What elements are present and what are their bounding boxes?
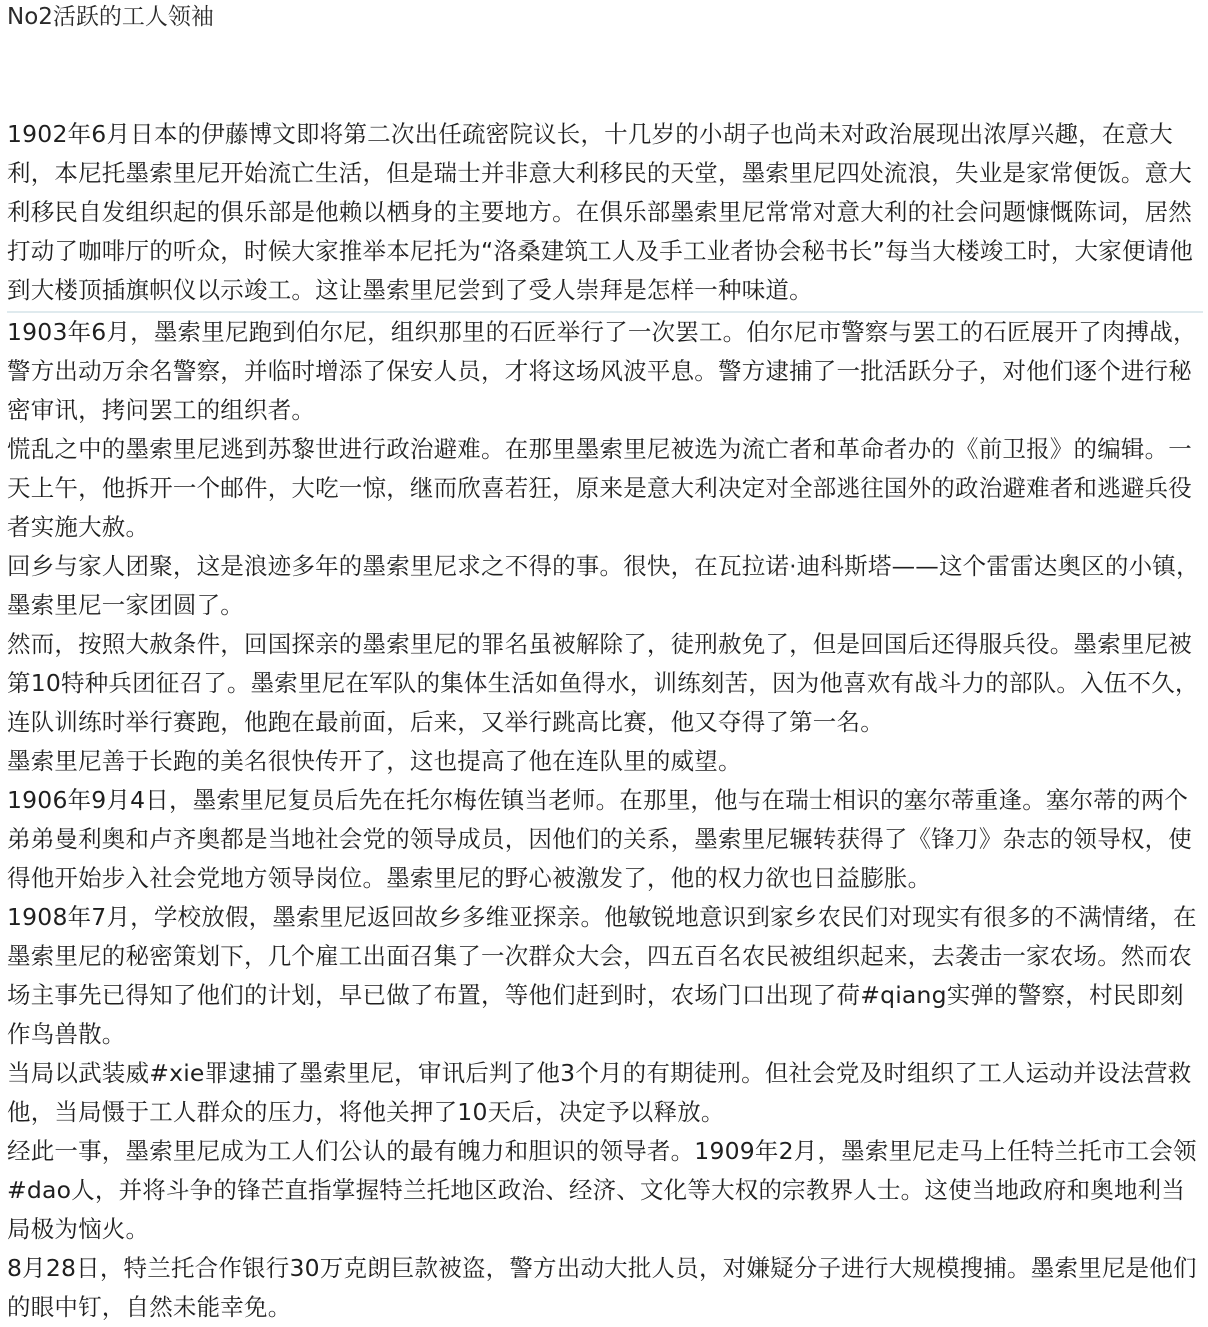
paragraph-11: 8月28日，特兰托合作银行30万克朗巨款被盗，警方出动大批人员，对嫌疑分子进行大规模搜捕。墨索里尼是他们的眼中钉，自然未能幸免。 xyxy=(7,1254,1197,1321)
paragraph-4: 回乡与家人团聚，这是浪迹多年的墨索里尼求之不得的事。很快，在瓦拉诺·迪科斯塔——这个雷雷达奥区的小镇，墨索里尼一家团圆了。 xyxy=(7,552,1200,619)
article-body xyxy=(7,115,1203,1327)
paragraph-8: 1908年7月，学校放假，墨索里尼返回故乡多维亚探亲。他敏锐地意识到家乡农民们对现实有很多的不满情绪，在墨索里尼的秘密策划下，几个雇工出面召集了一次群众大会，四五百名农民被组织起来，去袭击一家农场。然而农场主事先已得知了他们的计划，早已做了布置，等他们赶到时，农场门口出现了荷#qiang实弹的警察，村民即刻作鸟兽散。 xyxy=(7,903,1197,1048)
paragraph-1: 1902年6月日本的伊藤博文即将第二次出任疏密院议长，十几岁的小胡子也尚未对政治展现出浓厚兴趣，在意大利，本尼托墨索里尼开始流亡生活，但是瑞士并非意大利移民的天堂，墨索里尼四处流浪，失业是家常便饭。意大利移民自发组织起的俱乐部是他赖以栖身的主要地方。在俱乐部墨索里尼常常对意大利的社会问题慷慨陈词，居然打动了咖啡厅的听众，时候大家推举本尼托为“洛桑建筑工人及手工业者协会秘书长”每当大楼竣工时，大家便请他到大楼顶插旗帜仪以示竣工。这让墨索里尼尝到了受人崇拜是怎样一种味道。 xyxy=(7,115,1203,313)
paragraph-10: 经此一事，墨索里尼成为工人们公认的最有魄力和胆识的领导者。1909年2月，墨索里尼走马上任特兰托市工会领#dao人，并将斗争的锋芒直指掌握特兰托地区政治、经济、文化等大权的宗教界人士。这使当地政府和奥地利当局极为恼火。 xyxy=(7,1137,1197,1243)
paragraph-6: 墨索里尼善于长跑的美名很快传开了，这也提高了他在连队里的威望。 xyxy=(7,747,742,775)
paragraph-7: 1906年9月4日，墨索里尼复员后先在托尔梅佐镇当老师。在那里，他与在瑞士相识的塞尔蒂重逢。塞尔蒂的两个弟弟曼利奥和卢齐奥都是当地社会党的领导成员，因他们的关系，墨索里尼辗转获得了《锋刀》杂志的领导权，使得他开始步入社会党地方领导岗位。墨索里尼的野心被激发了，他的权力欲也日益膨胀。 xyxy=(7,786,1192,892)
page-title: No2活跃的工人领袖 xyxy=(7,4,214,30)
paragraph-2: 1903年6月，墨索里尼跑到伯尔尼，组织那里的石匠举行了一次罢工。伯尔尼市警察与罢工的石匠展开了肉搏战，警方出动万余名警察，并临时增添了保安人员，才将这场风波平息。警方逮捕了一批活跃分子，对他们逐个进行秘密审讯，拷问罢工的组织者。 xyxy=(7,318,1197,424)
paragraph-3: 慌乱之中的墨索里尼逃到苏黎世进行政治避难。在那里墨索里尼被选为流亡者和革命者办的《前卫报》的编辑。一天上午，他拆开一个邮件，大吃一惊，继而欣喜若狂，原来是意大利决定对全部逃往国外的政治避难者和逃避兵役者实施大赦。 xyxy=(7,435,1192,541)
paragraph-9: 当局以武装威#xie罪逮捕了墨索里尼，审讯后判了他3个月的有期徒刑。但社会党及时组织了工人运动并设法营救他，当局慑于工人群众的压力，将他关押了10天后，决定予以释放。 xyxy=(7,1059,1192,1126)
paragraph-5: 然而，按照大赦条件，回国探亲的墨索里尼的罪名虽被解除了，徒刑赦免了，但是回国后还得服兵役。墨索里尼被第10特种兵团征召了。墨索里尼在军队的集体生活如鱼得水，训练刻苦，因为他喜欢有战斗力的部队。入伍不久，连队训练时举行赛跑，他跑在最前面，后来，又举行跳高比赛，他又夺得了第一名。 xyxy=(7,630,1199,736)
